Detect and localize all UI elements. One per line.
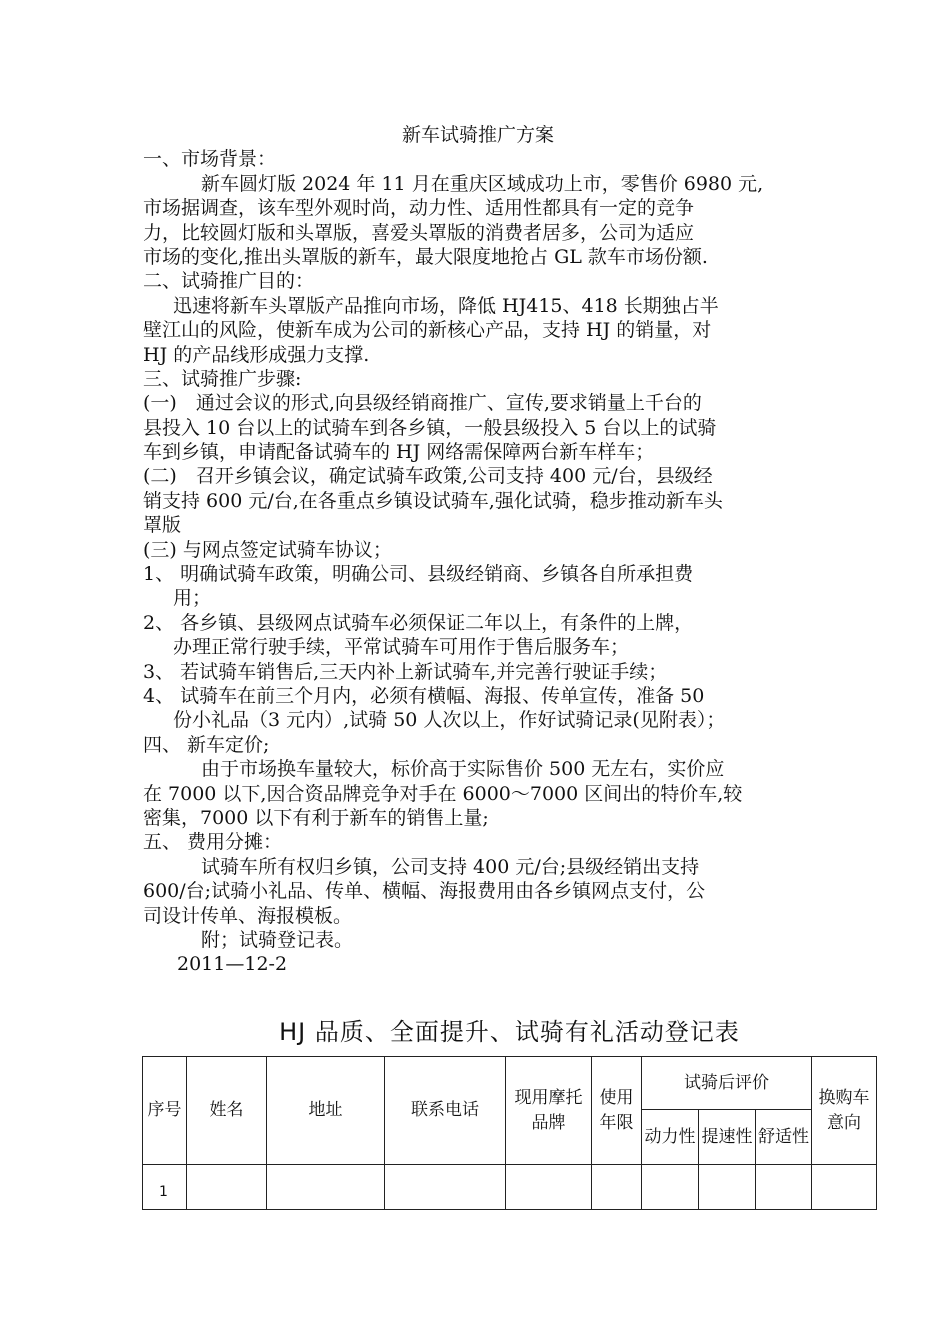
table-cell bbox=[506, 1165, 592, 1210]
section-heading: 三、试骑推广步骤: bbox=[143, 367, 302, 390]
paragraph-line: 600/台;试骑小礼品、传单、横幅、海报费用由各乡镇网点支付，公 bbox=[143, 880, 706, 903]
paragraph-line: (三) 与网点签定试骑车协议； bbox=[143, 538, 392, 561]
paragraph-line: (二) 召开乡镇会议，确定试骑车政策,公司支持 400 元/台，县级经 bbox=[143, 465, 713, 488]
table-title: HJ 品质、全面提升、试骑有礼活动登记表 bbox=[279, 1018, 740, 1046]
paragraph-line: 县投入 10 台以上的试骑车到各乡镇，一般县级投入 5 台以上的试骑 bbox=[143, 416, 717, 439]
document-body bbox=[143, 123, 813, 977]
table-cell bbox=[592, 1165, 642, 1210]
paragraph-line: 新车圆灯版 2024 年 11 月在重庆区域成功上市，零售价 6980 元, bbox=[201, 172, 764, 195]
attachment-note: 附；试骑登记表。 bbox=[201, 928, 354, 951]
paragraph-line: 市场据调查，该车型外观时尚，动力性、适用性都具有一定的竞争 bbox=[143, 197, 695, 220]
list-item: 1、 明确试骑车政策，明确公司、县级经销商、乡镇各自所承担费 bbox=[143, 563, 694, 586]
header-evaluation: 试骑后评价 bbox=[642, 1057, 812, 1110]
header-address: 地址 bbox=[267, 1057, 385, 1165]
paragraph-line: HJ 的产品线形成强力支撑. bbox=[143, 343, 370, 366]
list-item-continued: 份小礼品（3 元内）,试骑 50 人次以上，作好试骑记录(见附表）； bbox=[173, 709, 726, 732]
paragraph-line: 车到乡镇，申请配备试骑车的 HJ 网络需保障两台新车样车； bbox=[143, 441, 655, 464]
header-brand: 现用摩托品牌 bbox=[506, 1057, 592, 1165]
table-cell bbox=[642, 1165, 699, 1210]
header-phone: 联系电话 bbox=[385, 1057, 506, 1165]
table-cell bbox=[699, 1165, 756, 1210]
section-heading: 四、 新车定价; bbox=[143, 733, 270, 756]
table-cell bbox=[187, 1165, 267, 1210]
table-cell bbox=[267, 1165, 385, 1210]
list-item-continued: 用； bbox=[173, 587, 212, 610]
list-item-continued: 办理正常行驶手续，平常试骑车可用作于售后服务车； bbox=[173, 636, 630, 659]
header-intent: 换购车意向 bbox=[812, 1057, 877, 1165]
paragraph-line: 力，比较圆灯版和头罩版，喜爱头罩版的消费者居多，公司为适应 bbox=[143, 221, 695, 244]
section-heading: 五、 费用分摊： bbox=[143, 831, 283, 854]
header-power: 动力性 bbox=[642, 1110, 699, 1165]
table-cell bbox=[812, 1165, 877, 1210]
paragraph-line: 由于市场换车量较大，标价高于实际售价 500 无左右，实价应 bbox=[201, 758, 725, 781]
table-cell bbox=[385, 1165, 506, 1210]
row-number: 1 bbox=[143, 1165, 187, 1210]
paragraph-line: 罩版 bbox=[143, 514, 182, 537]
document-title: 新车试骑推广方案 bbox=[401, 124, 554, 146]
paragraph-line: 密集，7000 以下有利于新车的销售上量; bbox=[143, 806, 489, 829]
paragraph-line: 迅速将新车头罩版产品推向市场，降低 HJ415、418 长期独占半 bbox=[173, 294, 719, 317]
list-item: 4、 试骑车在前三个月内，必须有横幅、海报、传单宣传，准备 50 bbox=[143, 684, 705, 707]
paragraph-line: (一) 通过会议的形式,向县级经销商推广、宣传,要求销量上千台的 bbox=[143, 392, 702, 415]
paragraph-line: 在 7000 以下,因合资品牌竞争对手在 6000～7000 区间出的特价车,较 bbox=[143, 782, 743, 805]
header-seq: 序号 bbox=[143, 1057, 187, 1165]
registration-table bbox=[142, 1056, 877, 1210]
document-date: 2011—12-2 bbox=[177, 953, 288, 976]
list-item: 3、 若试骑车销售后,三天内补上新试骑车,并完善行驶证手续； bbox=[143, 660, 668, 683]
section-heading: 一、市场背景： bbox=[143, 148, 277, 171]
header-comfort: 舒适性 bbox=[756, 1110, 812, 1165]
paragraph-line: 销支持 600 元/台,在各重点乡镇设试骑车,强化试骑，稳步推动新车头 bbox=[143, 489, 723, 512]
table-cell bbox=[756, 1165, 812, 1210]
paragraph-line: 市场的变化,推出头罩版的新车，最大限度地抢占 GL 款车市场份额. bbox=[143, 245, 708, 268]
header-name: 姓名 bbox=[187, 1057, 267, 1165]
table-row bbox=[143, 1165, 877, 1210]
paragraph-line: 司设计传单、海报模板。 bbox=[143, 904, 353, 927]
paragraph-line: 试骑车所有权归乡镇，公司支持 400 元/台;县级经销出支持 bbox=[201, 855, 700, 878]
header-speed: 提速性 bbox=[699, 1110, 756, 1165]
paragraph-line: 壁江山的风险，使新车成为公司的新核心产品，支持 HJ 的销量，对 bbox=[143, 319, 712, 342]
section-heading: 二、试骑推广目的： bbox=[143, 270, 315, 293]
list-item: 2、 各乡镇、县级网点试骑车必须保证二年以上，有条件的上牌， bbox=[143, 611, 694, 634]
header-years: 使用年限 bbox=[592, 1057, 642, 1165]
